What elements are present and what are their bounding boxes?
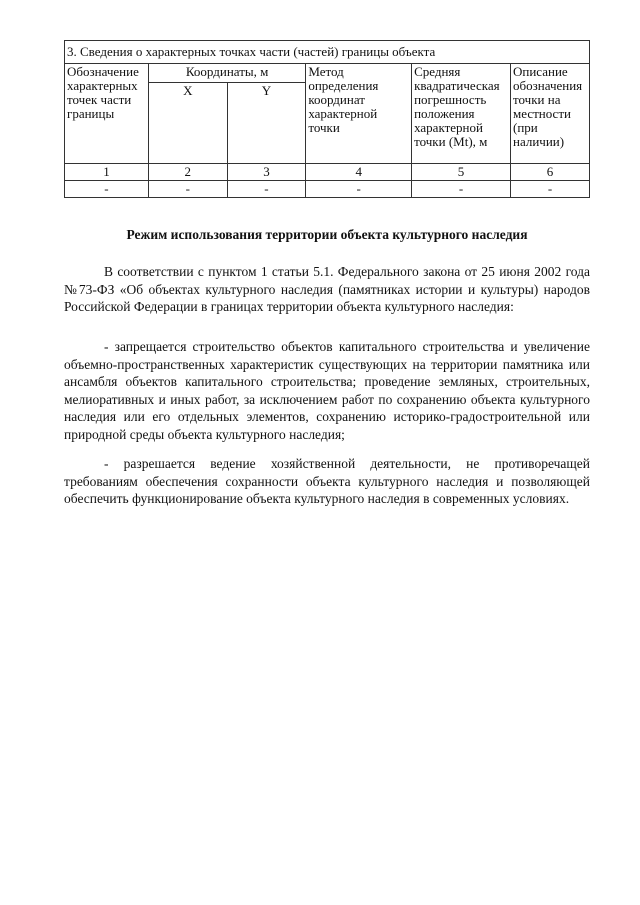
prohibition-paragraph: - запрещается строительство объектов капитального строительства и увеличение объемно-пространственных характеристик существующих на территории памятника или ансамбля объектов капитального строительства; проведение земляных, строительных, мелиоративных и иных работ, за исключением работ по сохранению объекта культурного наследия или его отдельных элементов, сохранению историко-градостроительной или природной среды объекта культурного наследия; <box>64 339 590 442</box>
table-cell: - <box>412 181 511 198</box>
table-cell: - <box>511 181 590 198</box>
column-number: 1 <box>65 164 149 181</box>
header-method: Метод определения координат характерной точки <box>306 64 412 164</box>
header-x: X <box>148 83 227 164</box>
header-designation: Обозначение характерных точек части границы <box>65 64 149 164</box>
boundary-points-table <box>64 40 590 198</box>
column-number: 6 <box>511 164 590 181</box>
table-caption: 3. Сведения о характерных точках части (частей) границы объекта <box>65 41 590 64</box>
column-number: 4 <box>306 164 412 181</box>
header-y: Y <box>227 83 306 164</box>
table-cell: - <box>148 181 227 198</box>
table-cell: - <box>227 181 306 198</box>
intro-paragraph: В соответствии с пунктом 1 статьи 5.1. Федерального закона от 25 июня 2002 года №73-ФЗ «Об объектах культурного наследия (памятниках истории и культуры) народов Российской Федерации в границах территории объекта культурного наследия: <box>64 264 590 315</box>
column-number: 5 <box>412 164 511 181</box>
table-row <box>65 181 590 198</box>
table-cell: - <box>306 181 412 198</box>
column-number: 2 <box>148 164 227 181</box>
permission-paragraph: - разрешается ведение хозяйственной деятельности, не противоречащей требованиям обеспечения сохранности объекта культурного наследия и позволяющей обеспечить функционирование объекта культурного наследия в современных условиях. <box>64 456 590 507</box>
table-cell: - <box>65 181 149 198</box>
column-number: 3 <box>227 164 306 181</box>
section-heading: Режим использования территории объекта культурного наследия <box>126 227 528 242</box>
header-coordinates: Координаты, м <box>148 64 305 83</box>
header-error: Средняя квадратическая погрешность положения характерной точки (Mt), м <box>412 64 511 164</box>
header-description: Описание обозначения точки на местности (при наличии) <box>511 64 590 164</box>
column-number-row <box>65 164 590 181</box>
